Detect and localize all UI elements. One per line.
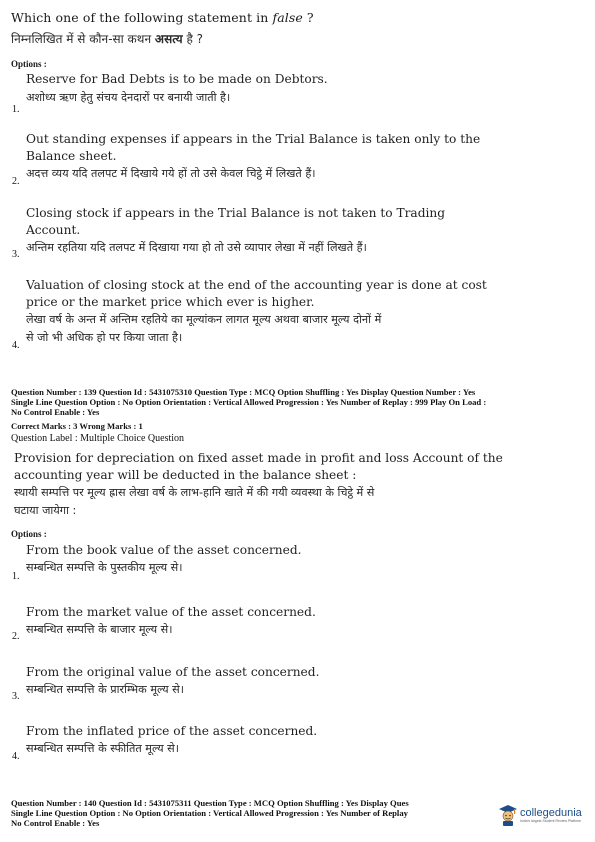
option-number: 4.: [12, 340, 20, 351]
option-number: 1.: [12, 571, 20, 582]
option-text-hi: अन्तिम रहतिया यदि तलपट में दिखाया गया हो तो उसे व्यापार लेखा में नहीं लिखते हैं।: [26, 241, 367, 254]
q139-marks: Correct Marks : 3 Wrong Marks : 1: [11, 421, 143, 431]
q139-meta-line-3: No Control Enable : Yes: [11, 407, 100, 417]
option-number: 3.: [12, 691, 20, 702]
option-text-en: Account.: [26, 223, 81, 237]
option-text-en: Valuation of closing stock at the end of the accounting year is done at cost: [26, 278, 487, 292]
option-text-hi: सम्बन्धित सम्पत्ति के बाजार मूल्य से।: [26, 623, 173, 636]
q139-meta-line-2: Single Line Question Option : No Option Orientation : Vertical Allowed Progression : Yes Number of Replay : 999 Play On Load :: [11, 397, 487, 407]
collegedunia-logo: [498, 800, 592, 830]
option-number: 1.: [12, 104, 20, 115]
q139-question-label: Question Label : Multiple Choice Question: [11, 433, 185, 444]
q139-title-en: accounting year will be deducted in the balance sheet :: [14, 468, 357, 482]
q140-meta-line-2: Single Line Question Option : No Option Orientation : Vertical Allowed Progression : Yes Number of Replay: [11, 808, 408, 818]
option-text-en: From the market value of the asset concerned.: [26, 605, 316, 619]
q139-title-hi: घटाया जायेगा :: [14, 504, 77, 517]
option-text-hi: अदत्त व्यय यदि तलपट में दिखाये गये हों तो उसे केवल चिट्ठे में लिखते हैं।: [26, 167, 316, 180]
logo-tagline: India's largest Student Review Platform: [520, 819, 581, 823]
graduate-mascot-icon: [498, 804, 518, 826]
q138-title-hi: निम्नलिखित में से कौन-सा कथन असत्य है ?: [11, 32, 204, 46]
option-text-hi: अशोध्य ऋण हेतु संचय देनदारों पर बनायी जाती है।: [26, 91, 231, 104]
option-text-en: price or the market price which ever is higher.: [26, 295, 315, 309]
option-text-hi: से जो भी अधिक हो पर किया जाता है।: [26, 331, 183, 344]
q138-title-en: Which one of the following statement in false ?: [11, 10, 314, 25]
option-number: 2.: [12, 176, 20, 187]
option-number: 4.: [12, 751, 20, 762]
option-text-hi: सम्बन्धित सम्पत्ति के पुस्तकीय मूल्य से।: [26, 561, 183, 574]
q138-options-label: Options :: [11, 59, 47, 69]
option-text-hi: लेखा वर्ष के अन्त में अन्तिम रहतिये का मूल्यांकन लागत मूल्य अथवा बाजार मूल्य दोनों में: [26, 313, 382, 326]
option-text-en: From the book value of the asset concerned.: [26, 543, 302, 557]
option-text-en: Out standing expenses if appears in the Trial Balance is taken only to the: [26, 132, 481, 146]
q139-options-label: Options :: [11, 529, 47, 539]
q139-meta-line-1: Question Number : 139 Question Id : 5431075310 Question Type : MCQ Option Shuffling : Yes Display Question Number : Yes: [11, 387, 476, 397]
option-text-en: Closing stock if appears in the Trial Balance is not taken to Trading: [26, 206, 446, 220]
option-text-en: Balance sheet.: [26, 149, 117, 163]
option-text-hi: सम्बन्धित सम्पत्ति के प्रारम्भिक मूल्य से।: [26, 683, 184, 696]
option-text-en: From the inflated price of the asset concerned.: [26, 724, 318, 738]
option-text-en: From the original value of the asset concerned.: [26, 665, 320, 679]
q139-title-hi: स्थायी सम्पत्ति पर मूल्य ह्रास लेखा वर्ष के लाभ-हानि खाते में की गयी व्यवस्था के चिट्ठे में से: [14, 486, 375, 499]
option-text-hi: सम्बन्धित सम्पत्ति के स्फीतित मूल्य से।: [26, 742, 179, 755]
option-number: 2.: [12, 631, 20, 642]
q140-meta-line-3: No Control Enable : Yes: [11, 818, 100, 828]
option-text-en: Reserve for Bad Debts is to be made on Debtors.: [26, 72, 328, 86]
q140-meta-line-1: Question Number : 140 Question Id : 5431075311 Question Type : MCQ Option Shuffling : Yes Display Ques: [11, 798, 409, 808]
logo-wordmark: collegedunia: [520, 807, 582, 819]
option-number: 3.: [12, 249, 20, 260]
q139-title-en: Provision for depreciation on fixed asset made in profit and loss Account of the: [14, 451, 503, 465]
